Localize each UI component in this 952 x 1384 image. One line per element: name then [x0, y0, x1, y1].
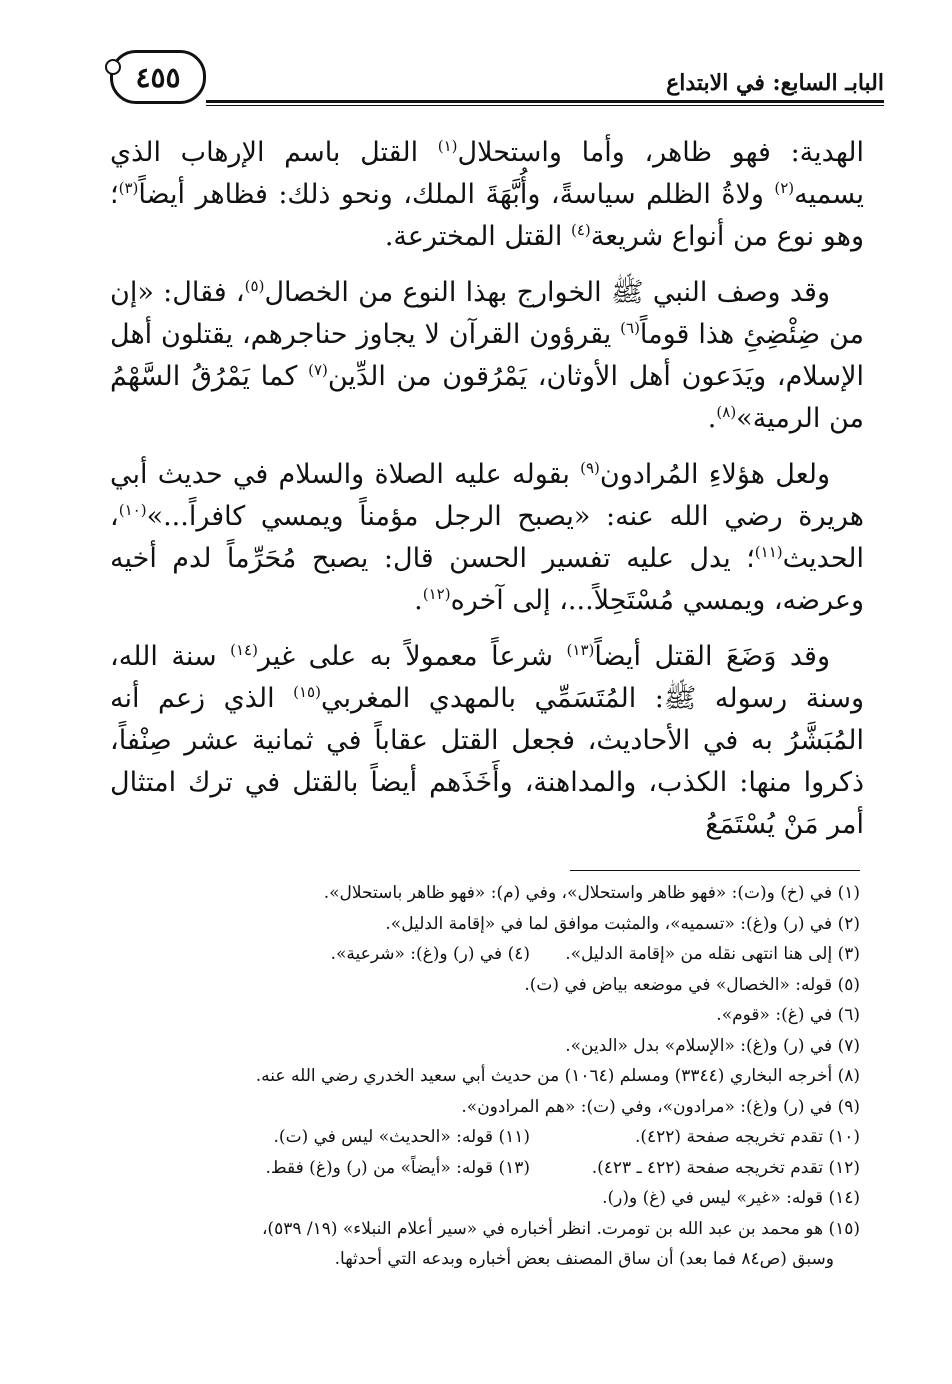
text-run: ؛ وهو نوع من أنواع شريعة	[110, 179, 864, 252]
footnote-ref: (١٤)	[230, 641, 258, 659]
page-header	[110, 48, 884, 108]
text-run: كما يَمْرُقُ السَّهْمُ من الرمية»	[110, 361, 864, 434]
footnote-ref: (٢)	[774, 179, 795, 197]
footnote-text: (١٠) تقدم تخريجه صفحة (٤٢٢).	[634, 1127, 860, 1147]
footnote-text: (٤) في (ر) و(غ): «شرعية».	[330, 944, 530, 964]
footnote-ref: (٣)	[118, 179, 139, 197]
text-run: .	[707, 403, 717, 434]
footnote-ref: (٧)	[308, 361, 328, 379]
footnote-ref: (٩)	[580, 459, 600, 477]
footnote-text: (٧) في (ر) و(غ): «الإسلام» بدل «الدين».	[565, 1035, 860, 1056]
header-rule	[206, 100, 884, 103]
footnote	[96, 1061, 860, 1092]
footnote-text: (١٥) هو محمد بن عبد الله بن تومرت. انظر أخباره في «سير أعلام النبلاء» (١٩/ ٥٣٩)،	[261, 1218, 860, 1239]
footnote-text: (٨) أخرجه البخاري (٣٣٤٤) ومسلم (١٠٦٤) من حديث أبي سعيد الخدري رضي الله عنه.	[255, 1066, 860, 1086]
footnotes	[96, 878, 860, 1275]
text-run: ولاةُ الظلم سياسةً، وأُبَّهَةَ الملك، ونحو ذلك: فظاهر أيضاً	[138, 179, 775, 210]
footnote	[96, 1000, 860, 1031]
footnote-ref: (٥)	[244, 277, 265, 295]
text-run: ؛ يدل عليه تفسير الحسن قال: يصبح مُحَرِّماً لدم أخيه وعرضه، ويمسي مُسْتَحِلاً...، إلى آخره	[110, 543, 864, 616]
text-run: يقرؤون القرآن لا يجاوز حناجرهم، يقتلون أهل الإسلام، ويَدَعون أهل الأوثان، يَمْرُقون من الدِّين	[110, 319, 864, 392]
footnote	[96, 939, 860, 970]
footnote-ref: (١٠)	[118, 501, 147, 519]
text-run: شرعاً معمولاً به على غير	[257, 641, 567, 672]
footnote-ref: (٦)	[620, 319, 640, 337]
footnote	[96, 1031, 860, 1062]
page-number: ٤٥٥	[110, 50, 206, 104]
text-run: القتل المخترعة.	[384, 221, 571, 252]
text-run: الذي زعم أنه المُبَشَّرُ به في الأحاديث، فجعل القتل عقاباً في ثمانية عشر صِنْفاً، ذكروا منها: الكذب، والمداهنة، وأَخَذَهم أيضاً بالقتل في ترك امتثال أمر مَنْ يُسْتَمَعُ	[110, 683, 864, 840]
paragraph	[110, 454, 864, 622]
paragraph	[110, 272, 864, 440]
header-rule-thin	[206, 105, 884, 106]
footnote-text: (٥) قوله: «الخصال» في موضعه بياض في (ت).	[524, 974, 860, 995]
footnote-ref: (١٥)	[293, 683, 321, 701]
footnote	[96, 1244, 860, 1275]
text-run: .	[414, 585, 423, 616]
footnote-ref: (١١)	[754, 543, 783, 561]
footnote-text: (١) في (خ) و(ت): «فهو ظاهر واستحلال»، وفي (م): «فهو ظاهر باستحلال».	[323, 883, 860, 903]
footnote-ref: (١٣)	[566, 641, 595, 659]
footnote	[96, 1183, 860, 1214]
footnote-text: (١٤) قوله: «غير» ليس في (غ) و(ر).	[602, 1188, 860, 1208]
paragraph	[110, 636, 864, 846]
footnote-text: (٦) في (غ): «قوم».	[716, 1005, 860, 1025]
footnote	[96, 970, 860, 1001]
text-run: ولعل هؤلاءِ المُرادون	[599, 459, 831, 490]
footnote-ref: (٤)	[570, 221, 591, 239]
footnote-text: (١٢) تقدم تخريجه صفحة (٤٢٢ ـ ٤٢٣).	[591, 1157, 860, 1178]
text-run: الهدية: فهو ظاهر، وأما واستحلال	[457, 137, 865, 168]
footnote-text: (١٣) قوله: «أيضاً» من (ر) و(غ) فقط.	[265, 1157, 530, 1178]
footnote-text: (٢) في (ر) و(غ): «تسميه»، والمثبت موافق لما في «إقامة الدليل».	[385, 913, 860, 934]
footnote	[96, 909, 860, 940]
footnote-separator	[570, 870, 860, 871]
paragraph	[110, 132, 864, 258]
footnote	[96, 1214, 860, 1245]
text-run: ، الحديث	[110, 501, 864, 574]
footnote-text: وسبق (ص٨٤ فما بعد) أن ساق المصنف بعض أخباره وبدعه التي أحدثها.	[334, 1249, 834, 1269]
text-run: وقد وَضَعَ القتل أيضاً	[594, 641, 830, 672]
chapter-title: البابـ السابع: في الابتداع	[666, 70, 884, 96]
footnote-text: (١١) قوله: «الحديث» ليس في (ت).	[273, 1127, 530, 1147]
footnote	[96, 878, 860, 909]
footnote-ref: (١)	[437, 137, 458, 155]
footnote-text: (٩) في (ر) و(غ): «مرادون»، وفي (ت): «هم المرادون».	[461, 1096, 860, 1117]
text-run: ، فقال: «إن من ضِئْضِئِ هذا قوماً	[110, 277, 865, 350]
main-text	[110, 132, 864, 860]
footnote-text: (٣) إلى هنا انتهى نقله من «إقامة الدليل».	[565, 944, 860, 964]
footnote	[96, 1092, 860, 1123]
text-run: بقوله عليه الصلاة والسلام في حديث أبي هريرة رضي الله عنه: «يصبح الرجل مؤمناً ويمسي كافراً...»	[110, 459, 864, 532]
text-run: سنة الله، وسنة رسوله ﷺ: المُتَسَمِّي بالمهدي المغربي	[110, 641, 864, 714]
text-run: وقد وصف النبي ﷺ الخوارج بهذا النوع من الخصال	[264, 277, 830, 308]
footnote-ref: (١٢)	[422, 585, 451, 603]
footnote	[96, 1153, 860, 1184]
footnote-ref: (٨)	[716, 403, 737, 421]
text-run: القتل باسم الإرهاب الذي يسميه	[110, 137, 864, 210]
footnote	[96, 1122, 860, 1153]
